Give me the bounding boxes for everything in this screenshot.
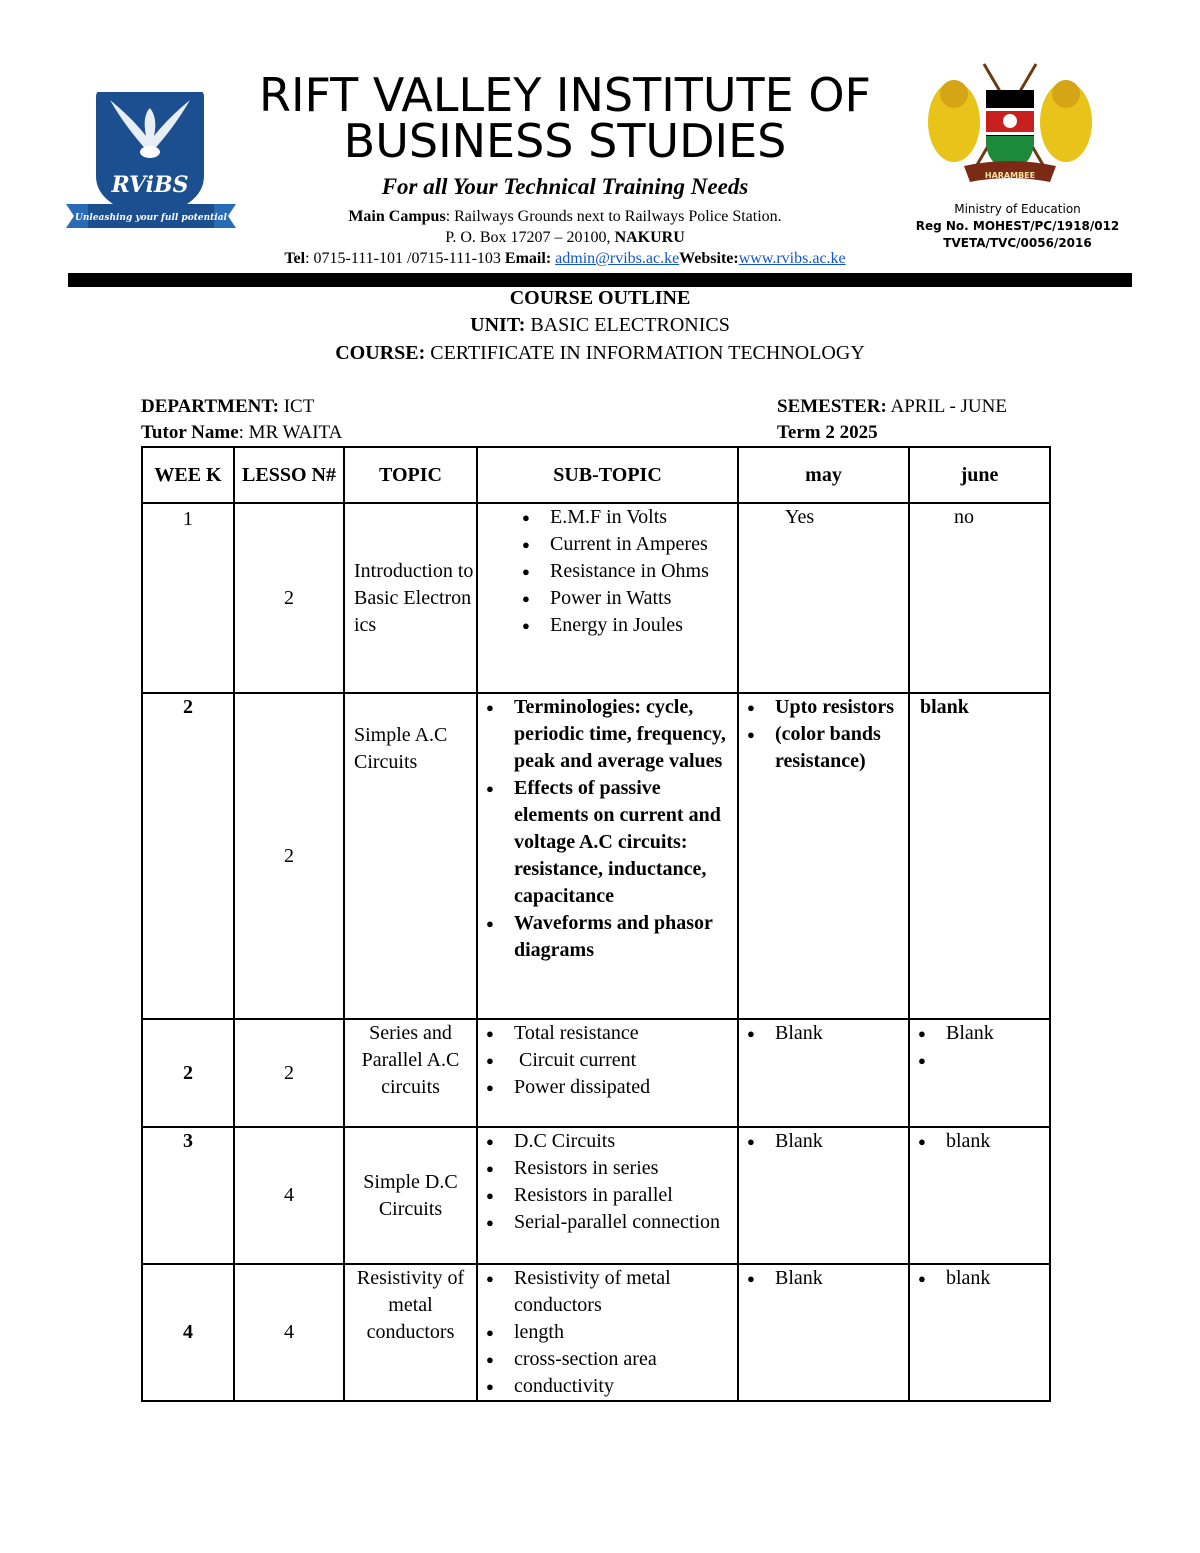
course-outline-table <box>141 446 1051 1402</box>
may-item: ● Blank <box>747 1265 908 1292</box>
june-item: ● blank <box>918 1265 1049 1292</box>
ministry-info <box>910 201 1125 252</box>
subtopic-item: ● E.M.F in Volts <box>522 504 737 531</box>
subtopic-item: ● Energy in Joules <box>522 612 737 639</box>
subtopic-item: ● Resistors in series <box>486 1155 737 1182</box>
topic-cell: Resistivity of metal conductors <box>344 1264 477 1401</box>
june-cell <box>909 1264 1050 1401</box>
may-cell <box>738 693 909 1019</box>
department-line <box>141 396 314 418</box>
topic-cell: Simple D.C Circuits <box>344 1127 477 1264</box>
may-item: ● Blank <box>747 1020 908 1047</box>
tel-numbers: : 0715-111-101 /0715-111-103 <box>305 250 505 267</box>
campus-address <box>230 208 900 226</box>
rvibs-logo <box>66 88 236 238</box>
tel-label: Tel <box>284 250 306 267</box>
table-row <box>142 1127 1050 1264</box>
subtopic-item: ● length <box>486 1319 737 1346</box>
po-box-line <box>230 229 900 247</box>
subtopic-item: ● Waveforms and phasor diagrams <box>486 910 737 964</box>
tveta-number: TVETA/TVC/0056/2016 <box>943 236 1092 250</box>
course-label: COURSE: <box>335 342 426 364</box>
subtopic-item: ● Terminologies: cycle, periodic time, frequency, peak and average values <box>486 694 737 775</box>
may-cell <box>738 1264 909 1401</box>
town: NAKURU <box>614 229 685 246</box>
po-box: P. O. Box 17207 – 20100, <box>445 229 615 246</box>
may-cell <box>738 1127 909 1264</box>
header-subtopic: SUB-TOPIC <box>477 447 738 503</box>
june-cell: blank <box>909 693 1050 1019</box>
table-header-row <box>142 447 1050 503</box>
june-item: ● blank <box>918 1128 1049 1155</box>
tutor-line <box>141 422 342 444</box>
subtopic-item: ● Total resistance <box>486 1020 737 1047</box>
week-cell: 2 <box>142 1019 234 1127</box>
may-cell <box>738 1019 909 1127</box>
tutor-value: : MR WAITA <box>238 422 343 443</box>
week-cell: 3 <box>142 1127 234 1264</box>
topic-cell: Series and Parallel A.C circuits <box>344 1019 477 1127</box>
subtopic-item: ● Effects of passive elements on current and voltage A.C circuits: resistance, inductance, capacitance <box>486 775 737 910</box>
june-item <box>918 1047 1049 1074</box>
lesson-cell: 4 <box>234 1264 344 1401</box>
table-row <box>142 1019 1050 1127</box>
contact-line <box>230 250 900 268</box>
subtopic-cell <box>477 693 738 1019</box>
semester-value: APRIL - JUNE <box>886 396 1007 417</box>
department-label: DEPARTMENT: <box>141 396 279 417</box>
email-link[interactable]: admin@rvibs.ac.ke <box>555 250 680 267</box>
institution-name <box>230 68 900 168</box>
svg-text:HARAMBEE: HARAMBEE <box>984 171 1036 180</box>
header-rule <box>68 273 1132 287</box>
subtopic-item: ● Circuit current <box>486 1047 737 1074</box>
course-value: CERTIFICATE IN INFORMATION TECHNOLOGY <box>425 342 865 364</box>
header-week: WEE K <box>142 447 234 503</box>
june-cell <box>909 1127 1050 1264</box>
lesson-cell: 2 <box>234 1019 344 1127</box>
subtopic-item: ● Serial-parallel connection <box>486 1209 737 1236</box>
june-item: ● Blank <box>918 1020 1049 1047</box>
website-label: Website: <box>679 250 739 267</box>
campus-label: Main Campus <box>348 208 446 225</box>
website-link[interactable]: www.rvibs.ac.ke <box>738 250 846 267</box>
subtopic-cell <box>477 503 738 693</box>
unit-value: BASIC ELECTRONICS <box>525 314 730 336</box>
header-topic: TOPIC <box>344 447 477 503</box>
table-row <box>142 693 1050 1019</box>
header-may: may <box>738 447 909 503</box>
subtopic-item: ● Resistance in Ohms <box>522 558 737 585</box>
subtopic-cell <box>477 1127 738 1264</box>
term: Term 2 2025 <box>777 422 878 443</box>
may-cell: Yes <box>738 503 909 693</box>
subtopic-item: ● D.C Circuits <box>486 1128 737 1155</box>
june-cell: no <box>909 503 1050 693</box>
topic-cell: Simple A.C Circuits <box>344 693 477 1019</box>
subtopic-item: ● Power in Watts <box>522 585 737 612</box>
lesson-cell: 2 <box>234 503 344 693</box>
svg-text:Unleashing your full potential: Unleashing your full potential <box>75 213 227 223</box>
header-lesson: LESSO N# <box>234 447 344 503</box>
subtopic-item: ● Current in Amperes <box>522 531 737 558</box>
semester-line <box>777 396 1007 418</box>
table-row <box>142 503 1050 693</box>
unit-line <box>0 314 1200 337</box>
week-cell: 1 <box>142 503 234 693</box>
tagline: For all Your Technical Training Needs <box>381 174 749 199</box>
header-june: june <box>909 447 1050 503</box>
subtopic-cell <box>477 1019 738 1127</box>
subtopic-item: ● cross-section area <box>486 1346 737 1373</box>
subtopic-cell <box>477 1264 738 1401</box>
lesson-cell: 2 <box>234 693 344 1019</box>
institution-name-line1: RIFT VALLEY INSTITUTE OF <box>259 68 871 122</box>
subtopic-item: ● Power dissipated <box>486 1074 737 1101</box>
week-cell: 4 <box>142 1264 234 1401</box>
may-item: ● Blank <box>747 1128 908 1155</box>
tutor-label: Tutor Name <box>141 422 239 443</box>
ministry-name: Ministry of Education <box>954 202 1081 216</box>
subtopic-item: ● conductivity <box>486 1373 737 1400</box>
may-item: ● Upto resistors <box>747 694 908 721</box>
lesson-cell: 4 <box>234 1127 344 1264</box>
course-line <box>0 342 1200 365</box>
coat-of-arms-emblem <box>924 60 1096 195</box>
semester-label: SEMESTER: <box>777 396 887 417</box>
subtopic-item: ● Resistors in parallel <box>486 1182 737 1209</box>
may-item: ● (color bands resistance) <box>747 721 908 775</box>
department-value: ICT <box>278 396 315 417</box>
registration-number: Reg No. MOHEST/PC/1918/012 <box>915 219 1120 233</box>
svg-text:RViBS: RViBS <box>111 172 189 198</box>
campus-text: : Railways Grounds next to Railways Police Station. <box>445 208 782 225</box>
unit-label: UNIT: <box>470 314 526 336</box>
week-cell: 2 <box>142 693 234 1019</box>
email-label: Email: <box>504 250 552 267</box>
subtopic-item: ● Resistivity of metal conductors <box>486 1265 737 1319</box>
institution-name-line2: BUSINESS STUDIES <box>343 114 787 168</box>
june-cell <box>909 1019 1050 1127</box>
table-row <box>142 1264 1050 1401</box>
topic-cell: Introduction to Basic Electronics <box>344 503 477 693</box>
course-outline-title: COURSE OUTLINE <box>509 287 691 309</box>
